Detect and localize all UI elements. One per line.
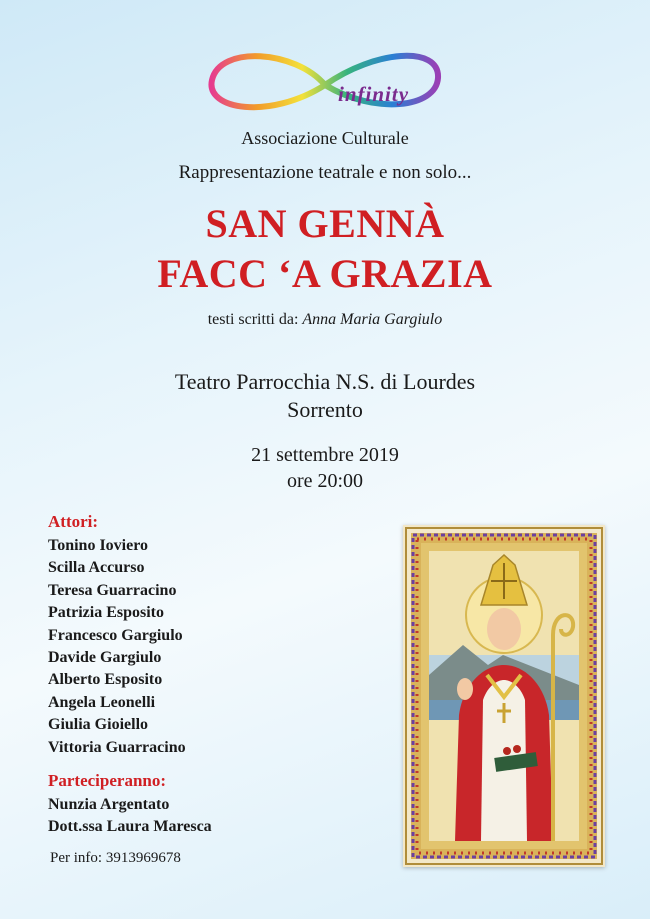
list-item: Giulia Gioiello: [48, 716, 149, 734]
guests-heading: Parteciperanno:: [48, 771, 167, 790]
guests-list: [48, 794, 212, 839]
saint-januarius-icon: [403, 525, 605, 867]
venue-name: Teatro Parrocchia N.S. di Lourdes: [174, 369, 476, 394]
event-datetime: [0, 442, 650, 494]
actors-list: [48, 535, 186, 759]
subtitle: Rappresentazione teatrale e non solo...: [178, 162, 472, 183]
actors-heading: Attori:: [48, 512, 99, 531]
list-item: Davide Gargiulo: [48, 649, 162, 667]
list-item: Francesco Gargiulo: [48, 626, 183, 644]
author-credit: [0, 311, 650, 329]
event-date: 21 settembre 2019: [251, 444, 399, 466]
venue-city: Sorrento: [287, 397, 363, 422]
author-name: Anna Maria Gargiulo: [302, 311, 443, 328]
infinity-logo-icon: [200, 40, 450, 130]
association-name: Associazione Culturale: [241, 128, 409, 148]
infinity-logo: [200, 40, 450, 130]
list-item: Nunzia Argentato: [48, 796, 170, 813]
saint-icon-card: [403, 525, 605, 867]
event-time: ore 20:00: [286, 470, 364, 492]
credit-prefix: testi scritti da:: [207, 311, 299, 328]
list-item: Patrizia Esposito: [48, 604, 164, 622]
list-item: Tonino Ioviero: [48, 537, 149, 554]
title-line-1: SAN GENNÀ: [205, 201, 445, 246]
list-item: Alberto Esposito: [48, 671, 163, 689]
list-item: Dott.ssa Laura Maresca: [48, 818, 212, 836]
venue: [0, 368, 650, 424]
list-item: Angela Leonelli: [48, 693, 156, 711]
list-item: Scilla Accurso: [48, 559, 145, 577]
list-item: Vittoria Guarracino: [48, 738, 186, 756]
list-item: Teresa Guarracino: [48, 581, 177, 599]
logo-wordmark: infinity: [338, 82, 410, 106]
contact-info: Per info: 3913969678: [50, 850, 181, 866]
title-line-2: FACC ‘A GRAZIA: [157, 251, 493, 296]
